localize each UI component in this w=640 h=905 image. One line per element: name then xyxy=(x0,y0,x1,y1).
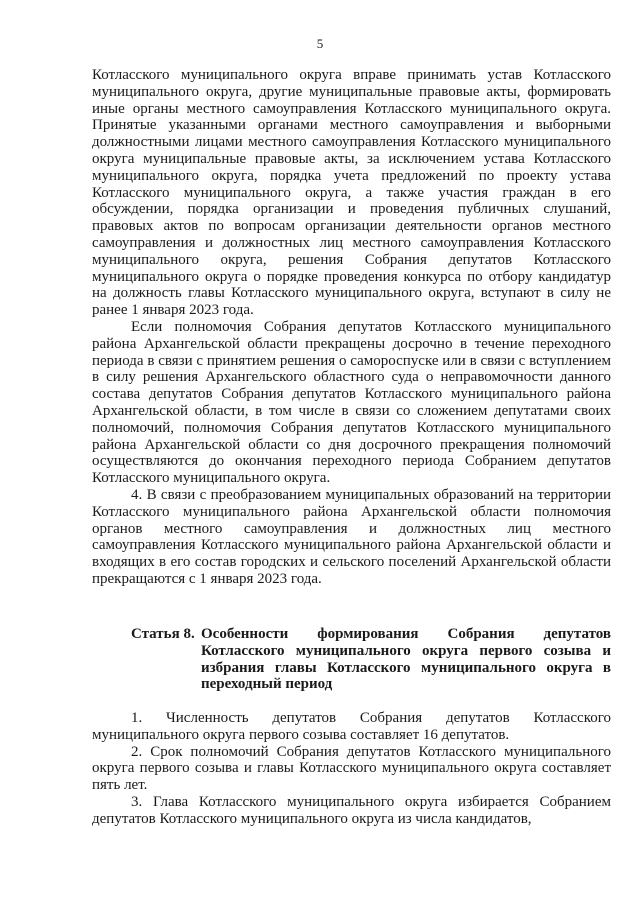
article-heading xyxy=(92,626,611,693)
article-number: Статья 8. xyxy=(131,626,195,642)
paragraph-item-2: 2. Срок полномочий Собрания депутатов Котласского муниципального округа первого созыва и главы Котласского муниципального округа составляет пять лет. xyxy=(92,743,611,794)
paragraph-item-3: 3. Глава Котласского муниципального округа избирается Собранием депутатов Котласского муниципального округа из числа кандидатов, xyxy=(92,793,611,827)
page-number: 5 xyxy=(316,36,324,51)
paragraph-early-termination: Если полномочия Собрания депутатов Котласского муниципального района Архангельской области прекращены досрочно в течение переходного периода в связи с принятием решения о самороспуске или в связи с вступлением в силу решения Архангельского областного суда о неправомочности данного состава депутатов Собрания депутатов Котласского муниципального района Архангельской области, в том числе в связи со сложением депутатами своих полномочий, полномочия Собрания депутатов Котласского муниципального района Архангельской области со дня досрочного прекращения полномочий осуществляются до окончания переходного периода Собранием депутатов Котласского муниципального округа. xyxy=(92,318,611,487)
paragraph-item-1: 1. Численность депутатов Собрания депутатов Котласского муниципального округа первого созыва составляет 16 депутатов. xyxy=(92,710,611,743)
body-text-bottom xyxy=(92,710,611,828)
paragraph-item-4: 4. В связи с преобразованием муниципальных образований на территории Котласского муниципального района Архангельской области полномочия органов местного самоуправления и должностных лиц местного самоуправления Котласского муниципального района Архангельской области и входящих в его состав городских и сельского поселений Архангельской области прекращаются с 1 января 2023 года. xyxy=(92,486,611,587)
paragraph-continuation: Котласского муниципального округа вправе принимать устав Котласского муниципального округа, другие муниципальные правовые акты, формировать иные органы местного самоуправления Котласского муниципального округа. Принятые указанными органами местного самоуправления и выборными должностными лицами местного самоуправления Котласского муниципального округа муниципальные правовые акты, за исключением устава Котласского муниципального округа, порядка учета предложений по проекту устава Котласского муниципального округа, а также участия граждан в его обсуждении, порядка организации и проведения публичных слушаний, правовых актов по вопросам организации деятельности органов местного самоуправления и должностных лиц местного самоуправления Котласского муниципального округа, решения Собрания депутатов Котласского муниципального округа о порядке проведения конкурса по отбору кандидатур на должность главы Котласского муниципального округа, вступают в силу не ранее 1 января 2023 года. xyxy=(92,67,611,319)
body-text-top xyxy=(92,67,611,588)
article-title: Особенности формирования Собрания депутатов Котласского муниципального округа первого созыва и избрания главы Котласского муниципального округа в переходный период xyxy=(201,626,611,693)
